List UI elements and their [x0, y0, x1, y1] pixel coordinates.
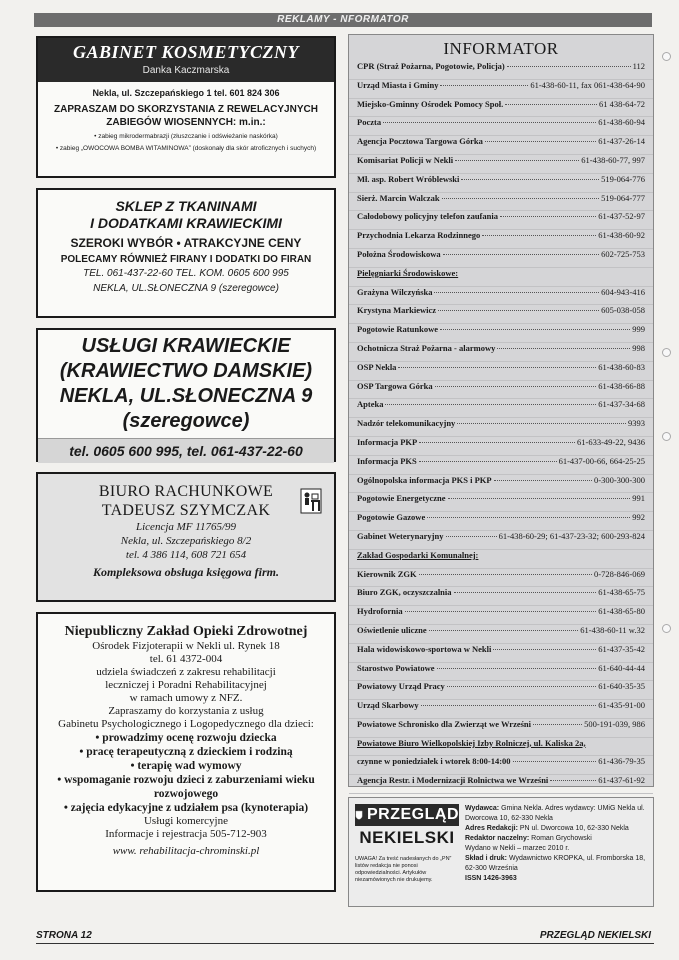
contact-name: Urząd Miasta i Gminy	[357, 79, 439, 90]
informator-row	[349, 61, 653, 80]
punch-hole	[662, 52, 671, 61]
leader-dots	[398, 367, 596, 368]
logo-word-2: NEKIELSKI	[359, 828, 455, 847]
contact-phone: 500-191-039, 986	[584, 718, 645, 729]
contact-name: Poczta	[357, 117, 382, 128]
leader-dots	[505, 104, 597, 105]
contact-name: Informacja PKP	[357, 436, 418, 447]
contact-phone: 61-437-61-92	[598, 775, 645, 786]
informator-row	[349, 287, 653, 306]
ad-zoz-fizjoterapia	[36, 612, 336, 892]
contact-phone: 61-436-79-35	[598, 756, 645, 767]
contact-phone: 61-438-65-80	[598, 606, 645, 617]
informator-row	[349, 775, 653, 794]
ad-line: Usługi komercyjne	[143, 815, 228, 827]
ads-column	[36, 36, 336, 902]
ad-biuro-rachunkowe	[36, 472, 336, 602]
informator-row	[349, 456, 653, 475]
leader-dots	[421, 705, 597, 706]
leader-dots	[485, 141, 596, 142]
contact-phone: 61-438-66-88	[598, 380, 645, 391]
ad-bullet: • prowadzimy ocenę rozwoju dziecka	[95, 732, 277, 744]
contact-name: Zakład Gospodarki Komunalnej:	[357, 549, 479, 560]
leader-dots	[457, 423, 626, 424]
informator-row	[349, 230, 653, 249]
leader-dots	[455, 160, 579, 161]
editorial-note: UWAGA! Za treść nadesłanych do „PN” listów redakcja nie ponosi odpowiedzialności. Artykułów niezamówionych nie drukujemy.	[355, 856, 452, 883]
contact-phone: 61-438-60-11 w.32	[580, 624, 645, 635]
informator-row	[349, 99, 653, 118]
informator-row	[349, 625, 653, 644]
contact-phone: 0-300-300-300	[594, 474, 645, 485]
informator-row	[349, 305, 653, 324]
informator-row	[349, 211, 653, 230]
contact-name: CPR (Straż Pożarna, Pogotowie, Policja)	[357, 61, 505, 71]
ad-bullet: • terapię wad wymowy	[130, 760, 242, 772]
leader-dots	[434, 292, 599, 293]
contact-phone: 519-064-777	[601, 192, 645, 203]
ad-offer: POLECAMY RÓWNIEŻ FIRANY I DODATKI DO FIRAN	[60, 254, 312, 265]
informator-row	[349, 418, 653, 437]
office-desk-icon	[300, 488, 322, 514]
informator-row	[349, 550, 653, 569]
page-number: STRONA 12	[36, 930, 92, 941]
leader-dots	[507, 66, 631, 67]
informator-list	[349, 61, 653, 794]
informator-row	[349, 193, 653, 212]
ad-line: udziela świadczeń z zakresu rehabilitacji	[96, 666, 276, 678]
ad-bullet-cont: rozwojowego	[153, 788, 219, 800]
przeglad-logo	[355, 804, 459, 900]
contact-name: Powiatowe Biuro Wielkopolskiej Izby Rolniczej, ul. Kaliska 2a,	[357, 737, 586, 748]
informator-row	[349, 399, 653, 418]
contact-phone: 61 438-64-72	[598, 98, 645, 109]
contact-name: Pielęgniarki Środowiskowe:	[357, 267, 459, 278]
informator-row	[349, 437, 653, 456]
informator-row	[349, 719, 653, 738]
contact-name: Powiatowy Urząd Pracy	[357, 681, 445, 692]
ad-title: USŁUGI KRAWIECKIE	[81, 335, 291, 357]
contact-name: OSP Targowa Górka	[357, 380, 433, 391]
issn: ISSN 1426-3963	[465, 875, 517, 882]
contact-phone: 61-438-65-75	[598, 587, 645, 598]
punch-hole	[662, 624, 671, 633]
informator-row	[349, 249, 653, 268]
leader-dots	[429, 630, 579, 631]
footer-divider	[36, 943, 654, 944]
leader-dots	[427, 517, 630, 518]
contact-phone: 61-640-35-35	[598, 681, 645, 692]
ad-line: leczniczej i Poradni Rehabilitacyjnej	[105, 679, 267, 691]
ad-line: Informacje i rejestracja 505-712-903	[105, 828, 267, 840]
leader-dots	[405, 611, 597, 612]
ad-title: BIURO RACHUNKOWE	[98, 483, 274, 500]
contact-name: Hydrofornia	[357, 606, 403, 617]
contact-phone: 9393	[628, 418, 645, 429]
przeglad-masthead	[348, 797, 654, 907]
contact-name: Grażyna Wilczyńska	[357, 286, 433, 297]
contact-name: Mł. asp. Robert Wróblewski	[357, 173, 460, 184]
punch-hole	[662, 348, 671, 357]
informator-row	[349, 381, 653, 400]
contact-phone: 602-725-753	[601, 248, 645, 259]
contact-name: Całodobowy policyjny telefon zaufania	[357, 211, 498, 222]
contact-name: Oświetlenie uliczne	[357, 624, 427, 635]
contact-name: Przychodnia Lekarza Rodzinnego	[357, 230, 481, 241]
ad-promo: ZAPRASZAM DO SKORZYSTANIA Z REWELACYJNYCH ZABIEGÓW WIOSENNYCH: m.in.:	[54, 104, 318, 128]
ad-phone: TEL. 061-437-22-60 TEL. KOM. 0605 600 995	[83, 268, 289, 279]
ad-title: I DODATKAMI KRAWIECKIMI	[90, 215, 282, 231]
leader-dots	[446, 536, 497, 537]
ad-slogan: Kompleksowa obsługa księgowa firm.	[92, 565, 280, 579]
ad-title: GABINET KOSMETYCZNY	[38, 38, 334, 65]
contact-name: Powiatowe Schronisko dla Zwierząt we Wrześni	[357, 718, 532, 729]
contact-phone: 61-438-60-92	[598, 230, 645, 241]
ad-line: Ośrodek Fizjoterapii w Nekli ul. Rynek 18	[92, 640, 280, 652]
ad-address: Nekla, ul. Szczepańskiego 8/2	[120, 535, 252, 547]
editorial-address: Adres Redakcji: PN ul. Dworcowa 10, 62-330 Nekla	[465, 825, 629, 832]
contact-name: czynne w poniedziałek i wtorek 8:00-14:00	[357, 756, 511, 767]
ad-address: NEKLA, UL.SŁONECZNA 9	[59, 385, 313, 407]
leader-dots	[533, 724, 582, 725]
contact-name: Starostwo Powiatowe	[357, 662, 435, 673]
contact-name: Sierż. Marcin Walczak	[357, 192, 440, 203]
contact-name: Urząd Skarbowy	[357, 700, 419, 711]
informator-row	[349, 80, 653, 99]
contact-phone: 61-437-34-68	[598, 399, 645, 410]
informator-row	[349, 362, 653, 381]
informator-row	[349, 268, 653, 287]
ad-slogan: SZEROKI WYBÓR • ATRAKCYJNE CENY	[70, 236, 302, 250]
contact-name: Agencja Pocztowa Targowa Górka	[357, 136, 483, 147]
printer-line: Skład i druk: Wydawnictwo KROPKA, ul. Fromborska 18, 62-300 Września	[465, 855, 646, 872]
informator-row	[349, 587, 653, 606]
ad-phone: tel. 61 4372-004	[149, 653, 223, 665]
section-header: REKLAMY - NFORMATOR	[34, 13, 652, 27]
leader-dots	[419, 461, 557, 462]
informator-row	[349, 531, 653, 550]
informator-row	[349, 324, 653, 343]
leader-dots	[550, 780, 596, 781]
leader-dots	[385, 404, 596, 405]
contact-name: Krystyna Markiewicz	[357, 305, 437, 316]
masthead-details	[459, 804, 647, 900]
contact-name: Agencja Restr. i Modernizacji Rolnictwa we Wrześni	[357, 775, 549, 786]
leader-dots	[448, 498, 631, 499]
ad-address: NEKLA, UL.SŁONECZNA 9 (szeregowce)	[93, 283, 279, 294]
informator-row	[349, 606, 653, 625]
contact-phone: 61-435-91-00	[598, 700, 645, 711]
contact-phone: 61-437-00-66, 664-25-25	[558, 455, 645, 466]
ad-title: SKLEP Z TKANINAMI	[115, 198, 257, 214]
leader-dots	[419, 574, 592, 575]
leader-dots	[494, 480, 592, 481]
leader-dots	[454, 592, 597, 593]
ad-gabinet-kosmetyczny	[36, 36, 336, 178]
ad-line: w ramach umowy z NFZ.	[129, 692, 243, 704]
leader-dots	[437, 668, 597, 669]
ad-sklep-tkaniny	[36, 188, 336, 318]
editor-in-chief: Redaktor naczelny: Roman Grychowski	[465, 835, 592, 842]
contact-phone: 991	[632, 493, 645, 504]
ad-phone: tel. 0605 600 995, tel. 061-437-22-60	[38, 438, 334, 463]
ad-website: www. rehabilitacja-chrominski.pl	[112, 845, 260, 857]
contact-phone: 61-438-60-11, fax 061-438-64-90	[530, 79, 645, 90]
contact-name: Komisariat Policji w Nekli	[357, 154, 454, 165]
contact-phone: 61-438-60-83	[598, 361, 645, 372]
leader-dots	[497, 348, 630, 349]
informator-row	[349, 475, 653, 494]
contact-phone: 61-633-49-22, 9436	[577, 436, 645, 447]
contact-phone: 61-437-35-42	[598, 643, 645, 654]
ad-bullet: • pracę terapeutyczną z dzieckiem i rodziną	[79, 746, 293, 758]
informator-row	[349, 136, 653, 155]
ad-bullet: • wspomaganie rozwoju dzieci z zaburzeniami wieku	[57, 774, 315, 786]
contact-phone: 992	[632, 512, 645, 523]
informator-row	[349, 155, 653, 174]
info-column	[348, 34, 654, 907]
leader-dots	[438, 310, 599, 311]
informator-row	[349, 681, 653, 700]
contact-phone: 61-437-26-14	[598, 136, 645, 147]
leader-dots	[443, 254, 599, 255]
ad-bullet: • zabieg „OWOCOWA BOMBA WITAMINOWA” (doskonały dla skór atroficznych i suchych)	[55, 145, 317, 152]
informator-row	[349, 756, 653, 775]
leader-dots	[447, 686, 596, 687]
contact-name: Ogólnopolska informacja PKS i PKP	[357, 474, 492, 485]
contact-phone: 112	[632, 61, 645, 71]
contact-phone: 61-438-60-94	[598, 117, 645, 128]
leader-dots	[482, 235, 596, 236]
informator-row	[349, 663, 653, 682]
ad-address-note: (szeregowce)	[122, 410, 250, 432]
ad-license: Licencja MF 11765/99	[136, 521, 236, 533]
publication-name: PRZEGLĄD NEKIELSKI	[539, 930, 651, 941]
logo-word-1: PRZEGLĄD	[367, 806, 459, 823]
ad-line: Gabinetu Psychologicznego i Logopedycznego dla dzieci:	[58, 718, 314, 730]
informator-row	[349, 493, 653, 512]
contact-name: Ochotnicza Straż Pożarna - alarmowy	[357, 342, 496, 353]
contact-phone: 605-038-058	[601, 305, 645, 316]
publisher-line: Wydawca: Gmina Nekla. Adres wydawcy: UMiG Nekla ul. Dworcowa 10, 62-330 Nekla	[465, 805, 645, 822]
leader-dots	[513, 761, 597, 762]
ad-title: Niepubliczny Zakład Opieki Zdrowotnej	[64, 624, 308, 639]
ad-uslugi-krawieckie	[36, 328, 336, 462]
issue-date: Wydano w Nekli – marzec 2010 r.	[465, 845, 570, 852]
informator-row	[349, 343, 653, 362]
contact-name: OSP Nekla	[357, 361, 397, 372]
contact-phone: 999	[632, 324, 645, 335]
contact-phone: 998	[632, 342, 645, 353]
crest-icon	[355, 809, 363, 821]
contact-phone: 61-437-52-97	[598, 211, 645, 222]
contact-name: Biuro ZGK, oczyszczalnia	[357, 587, 452, 598]
leader-dots	[435, 386, 597, 387]
ad-bullet: • zajęcia edykacyjne z udziałem psa (kynoterapia)	[63, 802, 309, 814]
informator-row	[349, 569, 653, 588]
leader-dots	[440, 85, 528, 86]
informator-row	[349, 644, 653, 663]
informator-title: INFORMATOR	[443, 39, 559, 58]
contact-phone: 61-438-60-29; 61-437-23-32; 600-293-824	[498, 530, 645, 541]
contact-name: Kierownik ZGK	[357, 568, 417, 579]
contact-phone: 0-728-846-069	[594, 568, 645, 579]
contact-name: Pogotowie Gazowe	[357, 512, 426, 523]
informator-box	[348, 34, 654, 787]
informator-row	[349, 738, 653, 757]
contact-name: Położna Środowiskowa	[357, 248, 441, 259]
contact-phone: 61-640-44-44	[598, 662, 645, 673]
leader-dots	[461, 179, 599, 180]
contact-name: Nadzór telekomunikacyjny	[357, 418, 456, 429]
ad-subtitle: (KRAWIECTWO DAMSKIE)	[59, 360, 313, 382]
leader-dots	[442, 198, 600, 199]
leader-dots	[383, 122, 596, 123]
contact-name: Apteka	[357, 399, 384, 410]
leader-dots	[440, 329, 630, 330]
informator-row	[349, 700, 653, 719]
ad-line: Zapraszamy do korzystania z usług	[108, 705, 264, 717]
contact-phone: 61-438-60-77, 997	[581, 154, 645, 165]
ad-owner: TADEUSZ SZYMCZAK	[101, 502, 271, 519]
contact-name: Gabinet Weterynaryjny	[357, 530, 444, 541]
ad-owner: Danka Kaczmarska	[38, 65, 334, 82]
informator-row	[349, 174, 653, 193]
ad-bullet: • zabieg mikrodermabrazji (złuszczanie i odświeżanie naskórka)	[94, 133, 278, 140]
contact-name: Hala widowiskowo-sportowa w Nekli	[357, 643, 492, 654]
leader-dots	[419, 442, 575, 443]
leader-dots	[493, 649, 596, 650]
informator-row	[349, 117, 653, 136]
contact-name: Informacja PKS	[357, 455, 417, 466]
contact-phone: 519-064-776	[601, 173, 645, 184]
logo-top	[355, 804, 459, 826]
ad-phone: tel. 4 386 114, 608 721 654	[125, 549, 247, 561]
leader-dots	[500, 216, 596, 217]
contact-name: Miejsko-Gminny Ośrodek Pomocy Społ.	[357, 98, 504, 109]
contact-name: Pogotowie Ratunkowe	[357, 324, 438, 335]
punch-hole	[662, 432, 671, 441]
informator-row	[349, 512, 653, 531]
contact-phone: 604-943-416	[601, 286, 645, 297]
contact-name: Pogotowie Energetyczne	[357, 493, 446, 504]
ad-address: Nekla, ul. Szczepańskiego 1 tel. 601 824 306	[92, 88, 280, 98]
